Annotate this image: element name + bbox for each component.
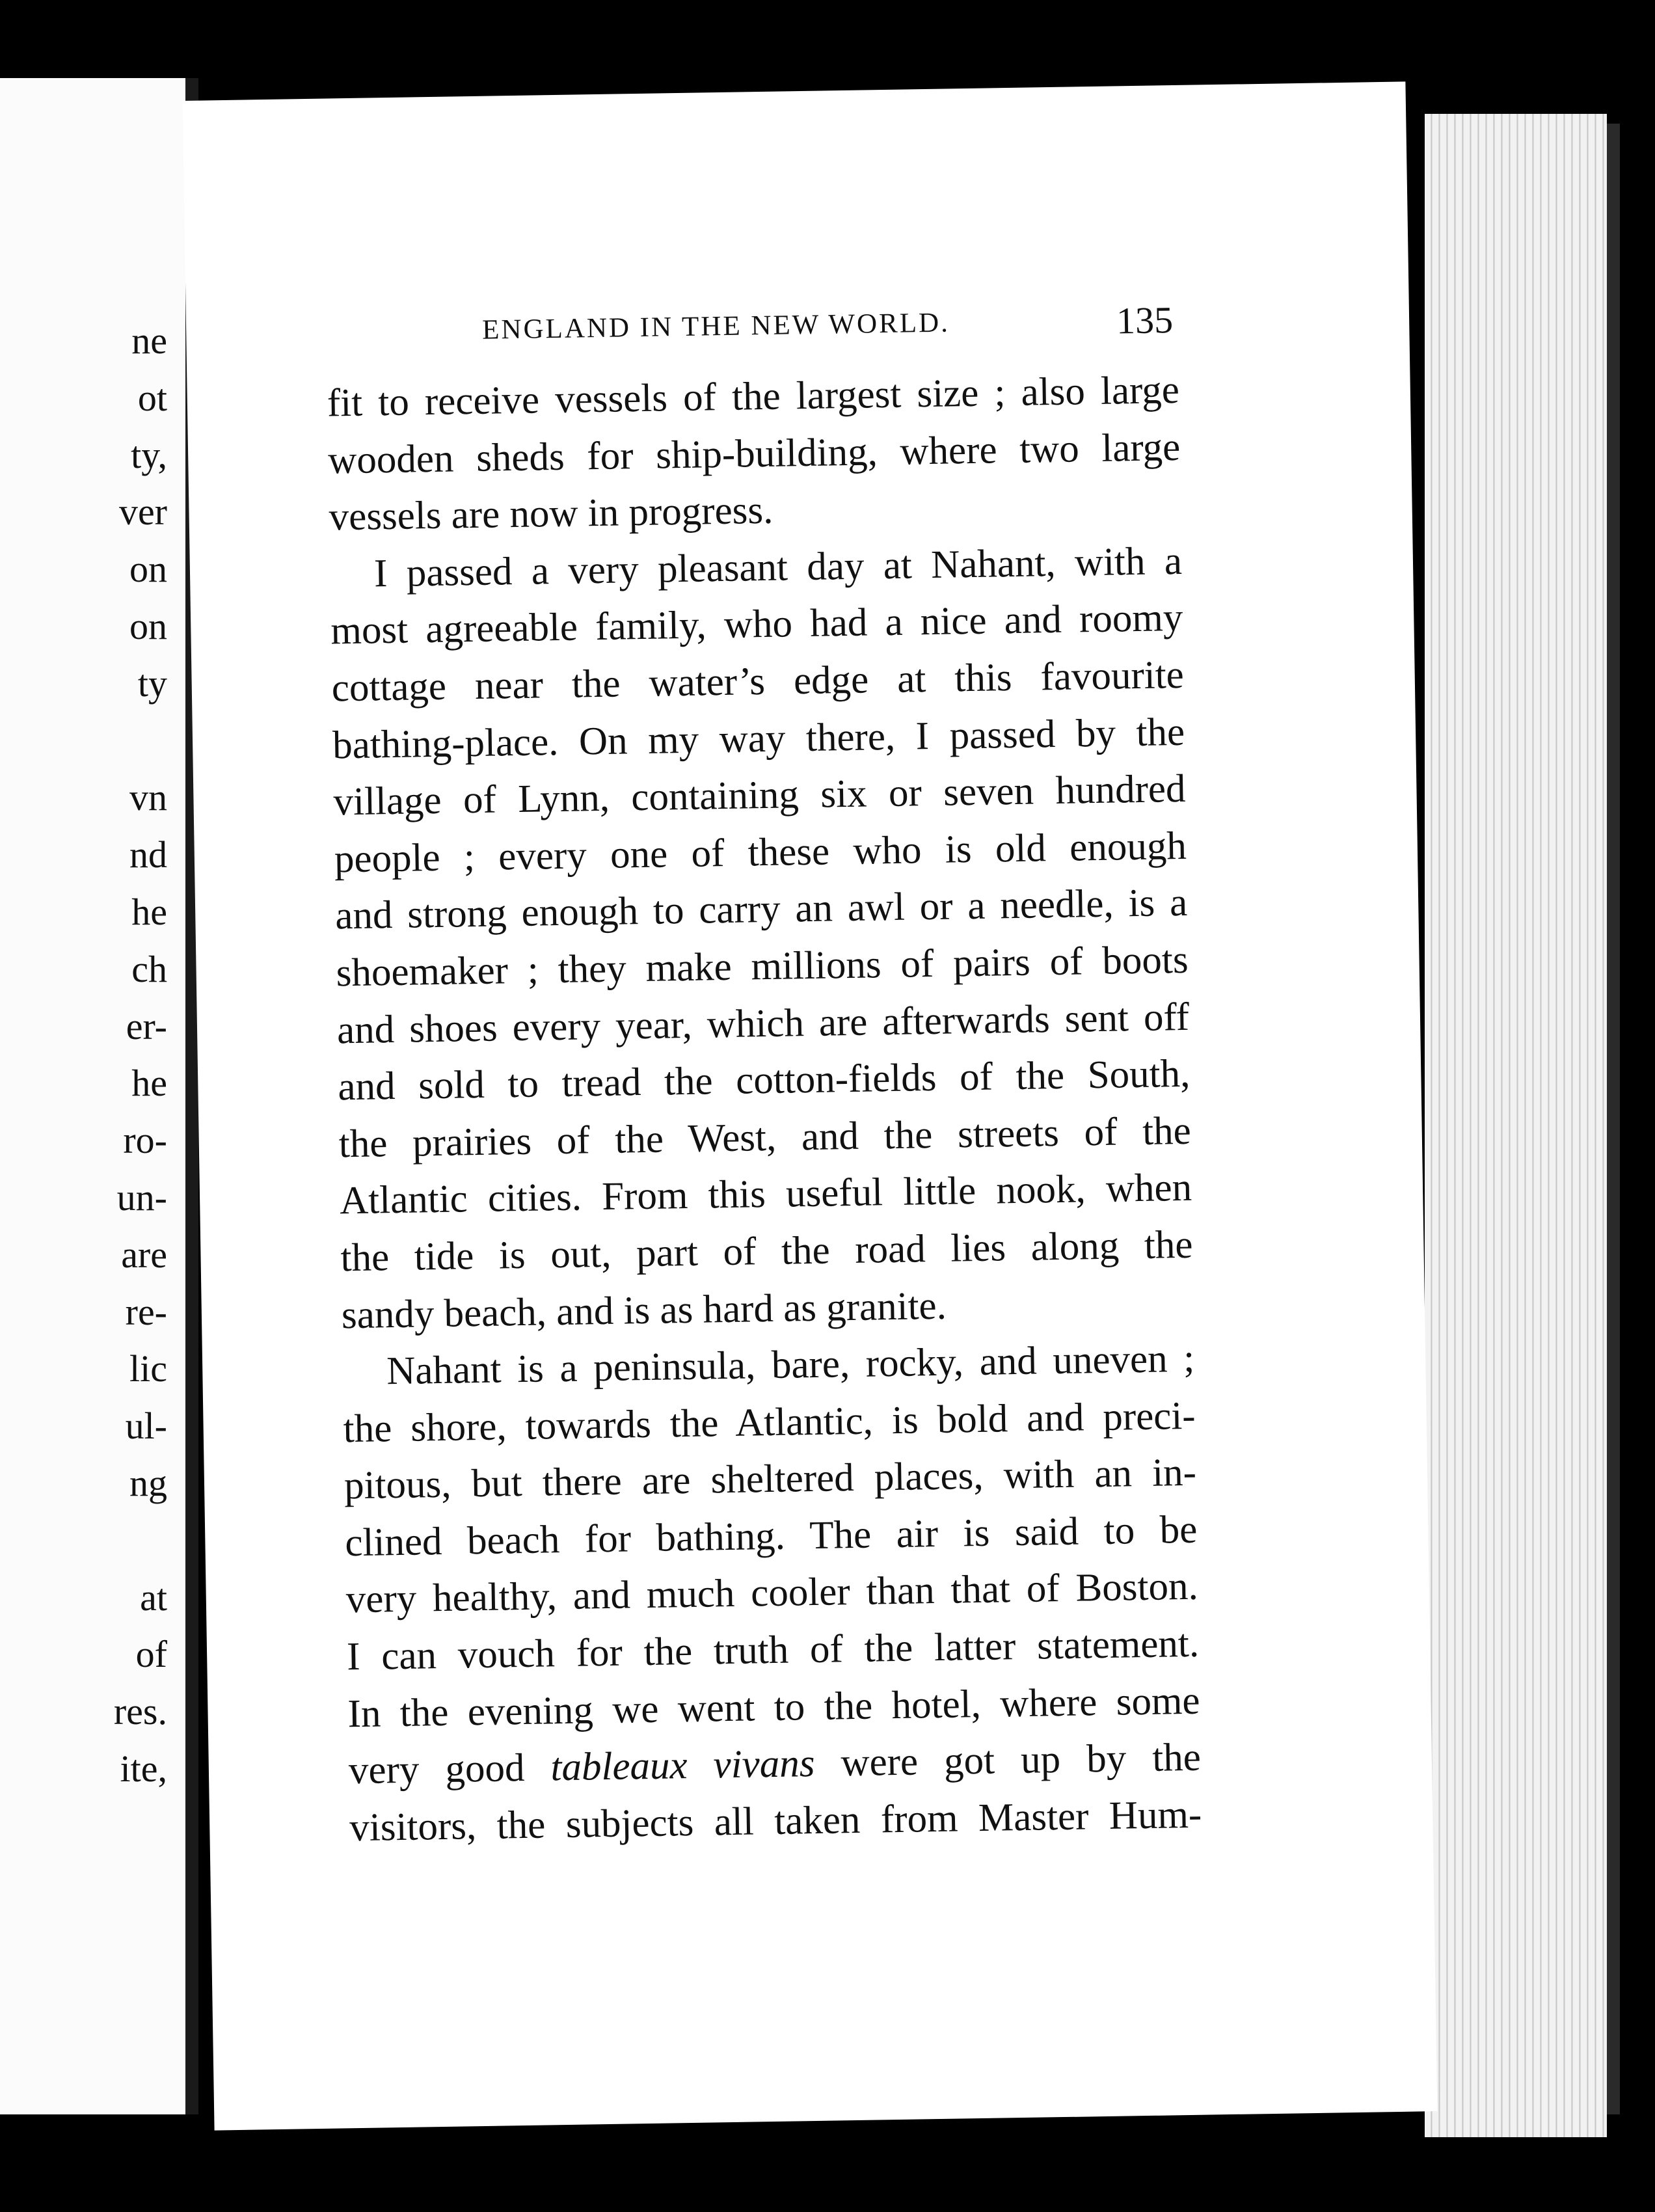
previous-page-fragment: nd [129,833,167,876]
running-head [186,299,1410,371]
previous-page-fragment: of [135,1633,167,1676]
text-line: people ; every one of these who is old enough [334,824,1187,882]
text-line: Atlantic cities. From this useful little nook, when [339,1166,1192,1223]
running-head-title: ENGLAND IN THE NEW WORLD. [481,307,950,345]
text-line: the prairies of the West, and the streets of the [338,1109,1192,1167]
previous-page-fragment: lic [129,1347,167,1390]
previous-page-fragment: er- [126,1005,167,1047]
previous-page-fragment: vn [129,776,167,819]
text-line: and sold to tread the cotton-fields of the South, [337,1051,1191,1109]
page-number: 135 [1116,299,1174,342]
text-line: I passed a very pleasant day at Nahant, with a [373,539,1183,596]
text-line: I can vouch for the truth of the latter statement. [346,1621,1200,1679]
previous-page-fragment: res. [113,1690,167,1733]
italic-phrase: tableaux vivans [550,1742,815,1790]
previous-page-fragment: ot [137,376,167,419]
previous-page-fragment: ty [137,662,167,705]
text-line: most agreeable family, who had a nice and roomy [330,596,1183,653]
text-line: the tide is out, part of the road lies along the [340,1222,1193,1280]
text-line: clined beach for bathing. The air is said to be [344,1507,1198,1565]
text-line: visitors, the subjects all taken from Master Hum- [349,1792,1202,1850]
previous-page-fragment: un- [116,1176,167,1219]
text-run: were got up by the [814,1735,1202,1786]
body-text [327,362,1202,1857]
text-line: fit to receive vessels of the largest size ; also large [327,368,1180,425]
previous-page-sliver [0,78,185,2114]
previous-page-fragment: ne [131,319,167,362]
previous-page-fragment: ro- [123,1119,167,1162]
page-edges [1425,114,1607,2137]
text-line: Nahant is a peninsula, bare, rocky, and uneven ; [386,1336,1195,1394]
text-line: and shoes every year, which are afterwards sent off [336,995,1190,1052]
text-line: vessels are now in progress. [329,488,774,539]
previous-page-fragment: are [121,1233,167,1276]
previous-page-fragment: ite, [120,1747,167,1790]
text-line: sandy beach, and is as hard as granite. [341,1284,947,1337]
cover-edge [1607,124,1620,2114]
previous-page-fragment: he [131,891,167,933]
previous-page-fragment: re- [125,1290,167,1333]
previous-page-fragment: ch [131,947,167,990]
previous-page-fragment: ver [118,491,167,533]
previous-page-fragment: on [129,605,167,647]
text-line: shoemaker ; they make millions of pairs of boots [336,937,1189,995]
previous-page-fragment: ng [129,1462,167,1504]
text-line: In the evening we went to the hotel, where some [347,1679,1200,1736]
text-line: the shore, towards the Atlantic, is bold and preci- [343,1394,1196,1451]
previous-page-fragment: at [140,1576,167,1619]
text-line: very healthy, and much cooler than that of Boston. [345,1565,1199,1622]
previous-page-fragment: he [131,1062,167,1105]
previous-page-fragment: ty, [131,433,167,476]
text-line: bathing-place. On my way there, I passed by the [332,710,1185,768]
book-page [183,81,1438,2130]
text-run: very good [348,1746,552,1793]
text-line: cottage near the water’s edge at this favourite [331,653,1185,710]
previous-page-fragment: on [129,548,167,591]
text-line: pitous, but there are sheltered places, with an in- [343,1451,1197,1508]
text-line: wooden sheds for ship-building, where two large [327,425,1181,483]
text-line: and strong enough to carry an awl or a needle, is a [334,881,1188,938]
previous-page-fragment: ul- [125,1405,167,1448]
text-line: village of Lynn, containing six or seven hundred [333,767,1186,824]
